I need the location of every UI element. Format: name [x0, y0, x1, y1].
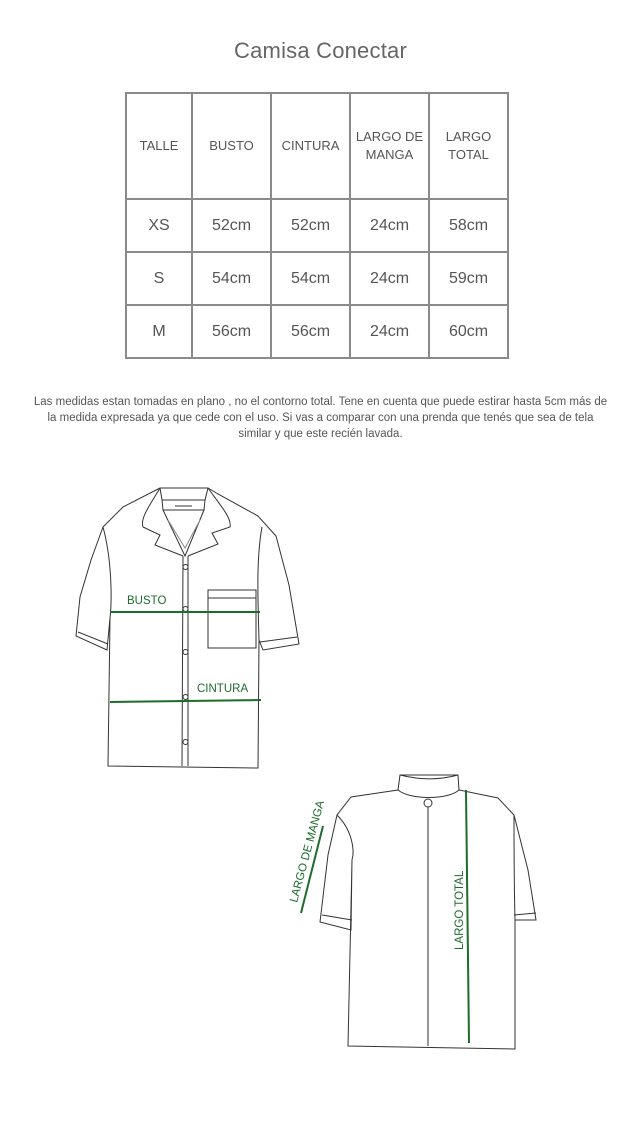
- cell-largo-manga: 24cm: [350, 305, 429, 358]
- cell-busto: 56cm: [192, 305, 271, 358]
- cell-largo-manga: 24cm: [350, 199, 429, 252]
- cell-cintura: 54cm: [271, 252, 350, 305]
- front-shirt-illustration: [76, 488, 299, 768]
- cell-busto: 52cm: [192, 199, 271, 252]
- largo-manga-label: LARGO DE MANGA: [288, 799, 328, 904]
- largo-total-label: LARGO TOTAL: [454, 870, 466, 950]
- cell-cintura: 56cm: [271, 305, 350, 358]
- cell-talle: M: [126, 305, 192, 358]
- largo-total-measure-line: [466, 790, 469, 1043]
- cell-largo-total: 60cm: [429, 305, 508, 358]
- cell-talle: S: [126, 252, 192, 305]
- page-title: Camisa Conectar: [234, 38, 407, 63]
- cell-busto: 54cm: [192, 252, 271, 305]
- header-cintura: CINTURA: [271, 93, 350, 199]
- cintura-measure-line: [110, 700, 261, 702]
- cell-largo-total: 59cm: [429, 252, 508, 305]
- busto-label: BUSTO: [127, 595, 167, 607]
- back-shirt-illustration: [320, 775, 536, 1049]
- header-busto: BUSTO: [192, 93, 271, 199]
- cell-largo-manga: 24cm: [350, 252, 429, 305]
- cintura-label: CINTURA: [197, 683, 249, 695]
- measurement-note: Las medidas estan tomadas en plano , no el contorno total. Tene en cuenta que puede estirar hasta 5cm más de la medida expresada ya que cede con el uso. Si vas a comparar con una prenda que tenés que sea de tela similar y que este recién lavada.: [33, 396, 608, 440]
- cell-largo-total: 58cm: [429, 199, 508, 252]
- header-largo-manga-label: LARGO DE MANGA: [355, 129, 424, 162]
- cell-cintura: 52cm: [271, 199, 350, 252]
- header-largo-total-label: LARGO TOTAL: [445, 129, 492, 162]
- header-talle: TALLE: [126, 93, 192, 199]
- cell-talle: XS: [126, 199, 192, 252]
